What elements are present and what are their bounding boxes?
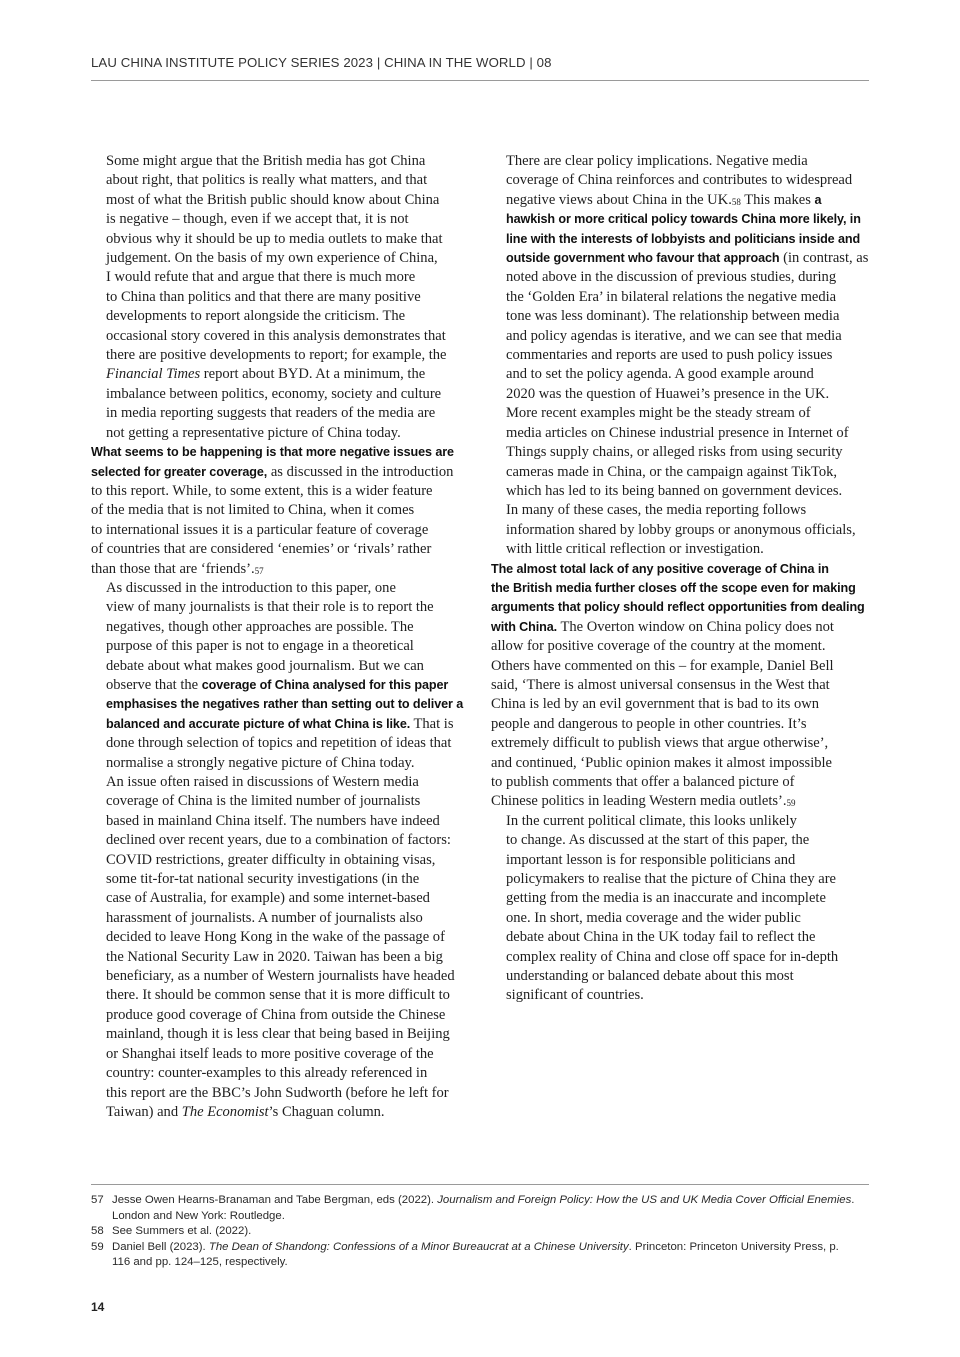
text-line bbox=[491, 598, 869, 617]
italic-title: Journalism and Foreign Policy: How the US and UK Media Cover Official Enemies bbox=[437, 1194, 852, 1206]
text-run: That is bbox=[410, 715, 454, 732]
text-line: policymakers to realise that the picture of China they are bbox=[506, 871, 837, 888]
text-run: as discussed in the introduction bbox=[267, 463, 454, 480]
italic-title: The Economist bbox=[181, 1103, 269, 1120]
bold-emphasis: balanced and accurate picture of what China is like. bbox=[106, 716, 411, 731]
text-run: Taiwan) and bbox=[106, 1103, 182, 1120]
text-run: . bbox=[851, 1194, 855, 1206]
text-line bbox=[91, 443, 471, 462]
running-title: LAU CHINA INSTITUTE POLICY SERIES 2023 | CHINA IN THE WORLD | 08 bbox=[91, 55, 552, 70]
text-line: There are clear policy implications. Negative media bbox=[506, 153, 808, 169]
text-line: normalise a strongly negative picture of China today. bbox=[106, 754, 415, 771]
text-line: said, ‘There is almost universal consensus in the West that bbox=[491, 676, 830, 693]
text-line bbox=[91, 695, 471, 714]
text-line: based in mainland China itself. The numbers have indeed bbox=[106, 812, 440, 829]
bold-emphasis: hawkish or more critical policy towards China more likely, in bbox=[506, 212, 861, 227]
text-line bbox=[91, 1103, 471, 1122]
text-line: China is led by an evil government that is bad to its own bbox=[491, 696, 820, 713]
text-line: which has led to its being banned on government devices. bbox=[506, 482, 843, 499]
bold-emphasis: with China. bbox=[491, 619, 558, 634]
paragraph bbox=[491, 560, 869, 812]
text-line bbox=[491, 210, 869, 229]
bold-emphasis: emphasises the negatives rather than setting out to deliver a bbox=[106, 697, 464, 712]
text-line: imbalance between politics, economy, society and culture bbox=[106, 385, 442, 402]
text-run: than those that are ‘friends’. bbox=[91, 560, 255, 577]
footnotes bbox=[91, 1184, 869, 1271]
text-run: negative views about China in the UK. bbox=[506, 191, 732, 208]
text-line: COVID restrictions, greater difficulty in obtaining visas, bbox=[106, 851, 436, 868]
text-line: the National Security Law in 2020. Taiwan has been a big bbox=[106, 948, 443, 965]
text-line: in media reporting suggests that readers of the media are bbox=[106, 405, 436, 422]
text-line bbox=[91, 715, 471, 734]
text-run: Chinese politics in leading Western media outlets’. bbox=[491, 793, 787, 810]
text-line: Others have commented on this – for example, Daniel Bell bbox=[491, 657, 834, 674]
running-header bbox=[91, 55, 869, 81]
text-line: More recent examples might be the steady stream of bbox=[506, 405, 811, 422]
text-line: negatives, though other approaches are possible. The bbox=[106, 618, 414, 635]
text-line: important lesson is for responsible politicians and bbox=[506, 851, 796, 868]
footnote-58 bbox=[91, 1224, 869, 1240]
bold-emphasis: the British media further closes off the scope even for making bbox=[491, 580, 856, 595]
text-line: one. In short, media coverage and the wider public bbox=[506, 909, 801, 926]
text-line: declined over recent years, due to a combination of factors: bbox=[106, 832, 451, 849]
text-line bbox=[491, 230, 869, 249]
text-line: As discussed in the introduction to this paper, one bbox=[106, 579, 396, 596]
text-line: country: counter-examples to this already referenced in bbox=[106, 1065, 428, 1082]
text-line: I would refute that and argue that there is much more bbox=[106, 269, 416, 286]
footnote-ref-57[interactable]: 57 bbox=[254, 565, 264, 576]
footnote-number: 57 bbox=[91, 1194, 104, 1206]
footnote-text bbox=[112, 1240, 869, 1271]
text-line bbox=[91, 463, 471, 482]
text-line bbox=[491, 249, 869, 268]
paragraph bbox=[91, 579, 471, 773]
text-line: with little critical reflection or investigation. bbox=[506, 541, 764, 558]
text-line: debate about what makes good journalism. But we can bbox=[106, 657, 424, 674]
text-line: is negative – though, even if we accept that, it is not bbox=[106, 211, 409, 228]
text-line: developments to report alongside the criticism. The bbox=[106, 308, 406, 325]
bold-emphasis: The almost total lack of any positive coverage of China in bbox=[491, 561, 829, 576]
footnote-number: 58 bbox=[91, 1225, 104, 1238]
text-line: Things supply chains, or alleged risks from using security bbox=[506, 444, 843, 461]
text-run: Jesse Owen Hearns-Branaman and Tabe Bergman, eds (2022). bbox=[112, 1194, 438, 1206]
text-line bbox=[91, 676, 471, 695]
text-line: about right, that politics is really what matters, and that bbox=[106, 172, 428, 189]
text-line: commentaries and reports are used to push policy issues bbox=[506, 347, 833, 364]
text-line: An issue often raised in discussions of Western media bbox=[106, 774, 419, 790]
text-run: (in contrast, as bbox=[779, 250, 869, 267]
text-line: mainland, though it is less clear that being based in Beijing bbox=[106, 1026, 450, 1043]
right-column bbox=[491, 152, 869, 1006]
text-line: view of many journalists is that their role is to report the bbox=[106, 599, 434, 616]
text-line: allow for positive coverage of the country at the moment. bbox=[491, 638, 826, 655]
bold-emphasis: outside government who favour that approach bbox=[506, 251, 780, 266]
bold-emphasis: line with the interests of lobbyists and politicians inside and bbox=[506, 231, 861, 246]
text-line: 2020 was the question of Huawei’s presence in the UK. bbox=[506, 385, 830, 402]
text-line: to change. As discussed at the start of this paper, the bbox=[506, 832, 810, 849]
text-run: 116 and pp. 124–125, respectively. bbox=[112, 1256, 288, 1269]
left-column bbox=[91, 152, 471, 1122]
text-run: This makes bbox=[740, 191, 815, 208]
paragraph bbox=[91, 152, 471, 443]
text-run: Daniel Bell (2023). bbox=[112, 1240, 209, 1253]
text-line: occasional story covered in this analysis demonstrates that bbox=[106, 327, 446, 344]
footnote-number: 59 bbox=[91, 1240, 104, 1253]
text-line: done through selection of topics and repetition of ideas that bbox=[106, 735, 452, 752]
footnote-59 bbox=[91, 1240, 869, 1271]
text-line: and to set the policy agenda. A good example around bbox=[506, 366, 814, 383]
text-line: of countries that are considered ‘enemies’ or ‘rivals’ rather bbox=[91, 541, 432, 558]
paragraph bbox=[91, 773, 471, 1122]
text-run: London and New York: Routledge. bbox=[112, 1209, 285, 1222]
text-line: getting from the media is an inaccurate and incomplete bbox=[506, 890, 826, 907]
text-line: to publish comments that offer a balanced picture of bbox=[491, 774, 795, 790]
text-line: information shared by lobby groups or anonymous officials, bbox=[506, 521, 856, 538]
text-line: understanding or balanced debate about this most bbox=[506, 968, 794, 985]
text-line: people and dangerous to people in other countries. It’s bbox=[491, 715, 807, 732]
footnote-ref-59[interactable]: 59 bbox=[786, 798, 796, 809]
text-line bbox=[91, 365, 471, 384]
text-line: complex reality of China and close off space for in-depth bbox=[506, 948, 839, 965]
text-line: debate about China in the UK today fail to reflect the bbox=[506, 929, 816, 946]
text-line: Some might argue that the British media has got China bbox=[106, 153, 426, 169]
text-line: noted above in the discussion of previous studies, during bbox=[506, 269, 837, 286]
italic-title: Financial Times bbox=[106, 366, 201, 383]
bold-emphasis: coverage of China analysed for this paper bbox=[201, 677, 449, 692]
text-run: ’s Chaguan column. bbox=[268, 1103, 385, 1120]
text-line: In many of these cases, the media reporting follows bbox=[506, 502, 807, 519]
text-line bbox=[491, 191, 869, 210]
paragraph bbox=[491, 812, 869, 1006]
text-line: coverage of China reinforces and contributes to widespread bbox=[506, 172, 853, 189]
text-line bbox=[491, 618, 869, 637]
text-line: and policy agendas is iterative, and we can see that media bbox=[506, 327, 842, 344]
text-run: The Overton window on China policy does not bbox=[557, 618, 834, 635]
footnote-ref-58[interactable]: 58 bbox=[731, 196, 741, 207]
text-line: there are positive developments to report; for example, the bbox=[106, 347, 447, 364]
text-line: media articles on Chinese industrial presence in Internet of bbox=[506, 424, 849, 441]
text-line: coverage of China is the limited number of journalists bbox=[106, 793, 421, 810]
text-line: and continued, ‘Public opinion makes it almost impossible bbox=[491, 754, 833, 771]
text-line: to international issues it is a particular feature of coverage bbox=[91, 521, 429, 538]
text-line: some tit-for-tat national security investigations (in the bbox=[106, 871, 420, 888]
text-run: observe that the bbox=[106, 676, 202, 693]
text-line: tone was less dominant). The relationship between media bbox=[506, 308, 840, 325]
text-line: harassment of journalists. A number of journalists also bbox=[106, 909, 423, 926]
footnote-text bbox=[112, 1193, 869, 1224]
text-line: to this report. While, to some extent, this is a wider feature bbox=[91, 482, 433, 499]
text-line: to China than politics and that there are many positive bbox=[106, 288, 421, 305]
text-line: or Shanghai itself leads to more positive coverage of the bbox=[106, 1045, 434, 1062]
text-line bbox=[491, 579, 869, 598]
text-line: the ‘Golden Era’ in bilateral relations the negative media bbox=[506, 288, 837, 305]
text-run: . Princeton: Princeton University Press, p. bbox=[628, 1240, 839, 1253]
text-line: significant of countries. bbox=[506, 987, 644, 1004]
text-line: most of what the British public should know about China bbox=[106, 191, 440, 208]
text-line: case of Australia, for example) and some internet-based bbox=[106, 890, 430, 907]
bold-emphasis: What seems to be happening is that more negative issues are bbox=[91, 445, 454, 460]
text-line: judgement. On the basis of my own experience of China, bbox=[106, 250, 438, 267]
text-line: cameras made in China, or the campaign against TikTok, bbox=[506, 463, 838, 480]
text-line: purpose of this paper is not to engage in a theoretical bbox=[106, 638, 414, 655]
text-run: report about BYD. At a minimum, the bbox=[200, 366, 426, 383]
bold-emphasis: arguments that policy should reflect opportunities from dealing bbox=[491, 600, 865, 615]
text-line: this report are the BBC’s John Sudworth (before he left for bbox=[106, 1084, 449, 1101]
paragraph bbox=[491, 152, 869, 560]
text-line: produce good coverage of China from outside the Chinese bbox=[106, 1006, 446, 1023]
text-line bbox=[491, 560, 869, 579]
italic-title: The Dean of Shandong: Confessions of a Minor Bureaucrat at a Chinese University bbox=[208, 1240, 629, 1253]
paragraph bbox=[91, 443, 471, 579]
footnote-text: See Summers et al. (2022). bbox=[112, 1225, 252, 1238]
bold-emphasis: selected for greater coverage, bbox=[91, 464, 268, 479]
text-line: obvious why it should be up to media outlets to make that bbox=[106, 230, 443, 247]
text-line: there. It should be common sense that it is more difficult to bbox=[106, 987, 450, 1004]
text-line: of the media that is not limited to China, when it comes bbox=[91, 502, 415, 519]
text-line bbox=[91, 560, 471, 579]
text-line: decided to leave Hong Kong in the wake of the passage of bbox=[106, 929, 445, 946]
text-line: extremely difficult to publish views that argue otherwise’, bbox=[491, 735, 829, 752]
bold-emphasis: a bbox=[814, 192, 822, 207]
text-line: beneficiary, as a number of Western journalists have headed bbox=[106, 968, 455, 985]
text-line bbox=[491, 792, 869, 811]
footnote-57 bbox=[91, 1193, 869, 1224]
text-line: not getting a representative picture of China today. bbox=[106, 424, 401, 441]
page-number: 14 bbox=[91, 1300, 105, 1314]
text-line: In the current political climate, this looks unlikely bbox=[506, 812, 797, 829]
